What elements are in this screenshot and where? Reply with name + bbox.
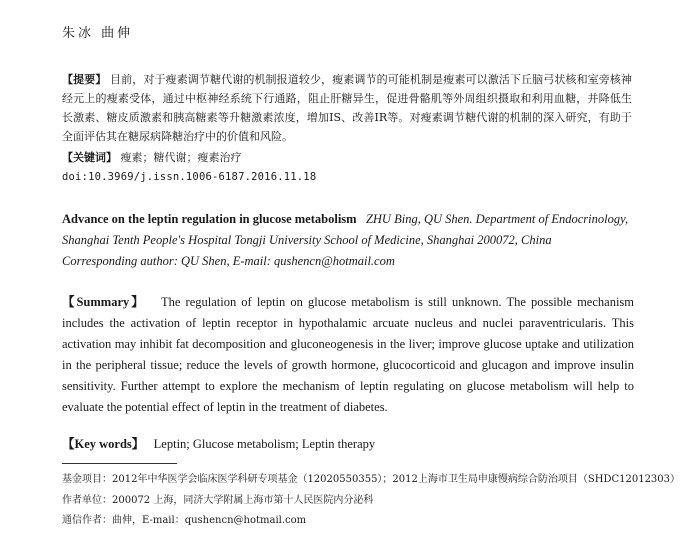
- unit-footnote: 作者单位：200072 上海，同济大学附属上海市第十人民医院内分泌科: [62, 495, 374, 506]
- doi-line: doi:10.3969/j.issn.1006-6187.2016.11.18: [62, 171, 317, 183]
- english-header: [62, 209, 634, 272]
- chinese-summary-label: 【提要】: [62, 73, 107, 86]
- contact-footnote: 通信作者：曲伸，E-mail：qushencn@hotmail.com: [62, 515, 307, 526]
- english-summary-label: 【Summary】: [62, 295, 146, 309]
- fund-footnote: 基金项目：2012年中华医学会临床医学科研专项基金（12020550355）；2012上海市卫生局申康慢病综合防治项目（SHDC12012303）: [62, 474, 681, 485]
- chinese-abstract: [62, 70, 632, 146]
- corresponding-author: Corresponding author: QU Shen, E-mail: qushencn@hotmail.com: [62, 254, 395, 268]
- footnote-divider: [62, 463, 177, 464]
- chinese-keywords: [62, 149, 242, 165]
- english-keywords-text: Leptin; Glucose metabolism; Leptin therapy: [153, 437, 376, 451]
- english-affiliation: ZHU Bing, QU Shen. Department of Endocrinology, Shanghai Tenth People's Hospital Tongji University School of Medicine, Shanghai 200072, China: [62, 212, 629, 247]
- english-summary-text: The regulation of leptin on glucose metabolism is still unknown. The possible mechanism includes the activation of leptin receptor in hypothalamic arcuate nucleus and nuclei paraventricularis. This activation may inhibit fat decomposition and gluconeogenesis in the liver; improve glucose uptake and utilization in the peripheral tissue; reduce the levels of growth hormone, glucocorticoid and glucagon and improve insulin sensitivity. Further attempt to explore the mechanism of leptin regulating on glucose metabolism will help to evaluate the potential effect of leptin in the treatment of diabetes.: [62, 295, 635, 414]
- english-keywords: [62, 434, 375, 452]
- chinese-summary-text: 目前，对于瘦素调节糖代谢的机制报道较少，瘦素调节的可能机制是瘦素可以激活下丘脑弓状核和室旁核神经元上的瘦素受体，通过中枢神经系统下行通路，阻止肝糖异生，促进骨骼肌等外周组织摄取和利用血糖，并降低生长激素、糖皮质激素和胰高糖素等升糖激素浓度，增加IS、改善IR等。对瘦素调节糖代谢的机制的深入研究，有助于全面评估其在糖尿病降糖治疗中的价值和风险。: [62, 73, 633, 143]
- english-title: Advance on the leptin regulation in glucose metabolism: [62, 212, 357, 226]
- author-names: 朱冰 曲伸: [62, 26, 134, 41]
- chinese-keywords-text: 瘦素；糖代谢；瘦素治疗: [120, 151, 242, 164]
- chinese-keywords-label: 【关键词】: [62, 151, 117, 164]
- english-keywords-label: 【Key words】: [62, 437, 145, 451]
- english-summary: [62, 292, 634, 418]
